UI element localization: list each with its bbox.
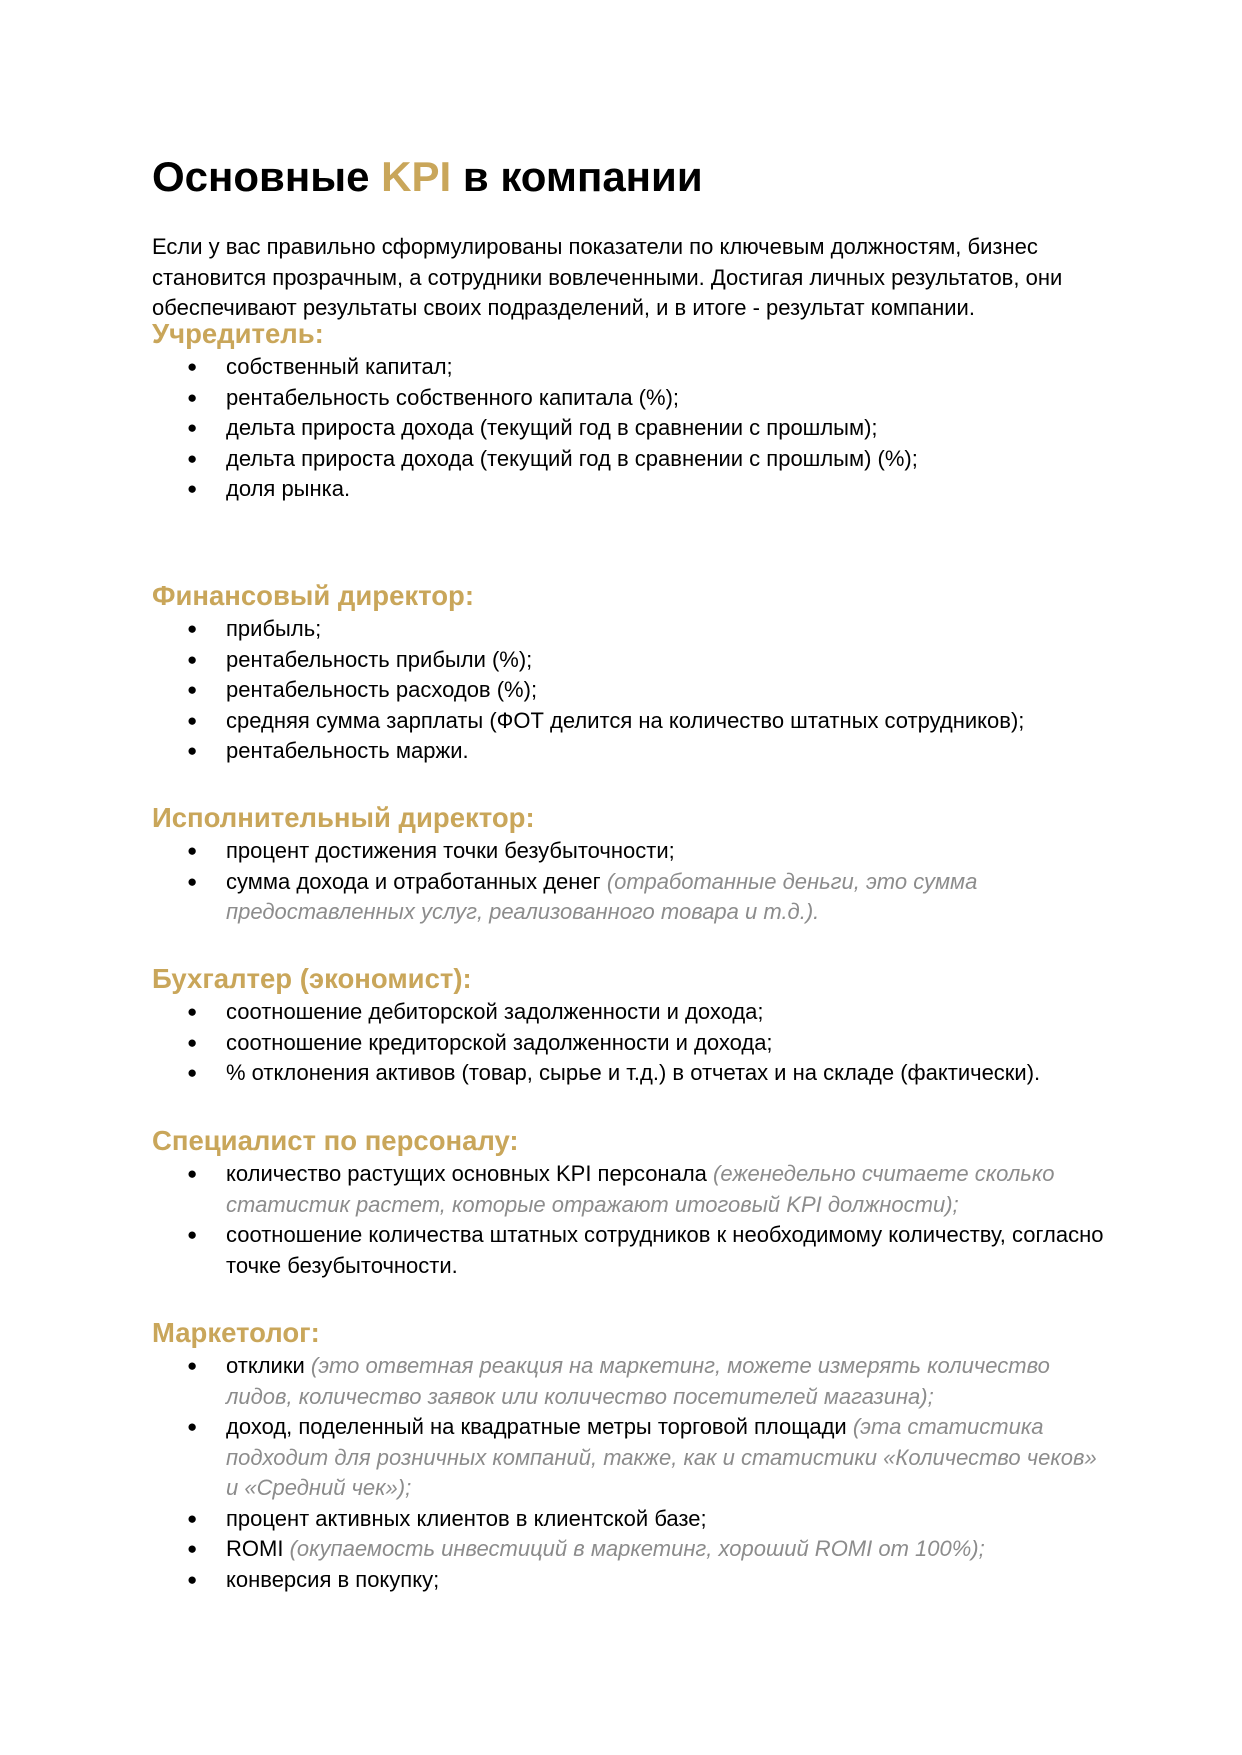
item-text: дельта прироста дохода (текущий год в сравнении с прошлым);: [226, 415, 878, 440]
section-executive-director: [152, 800, 1112, 928]
section-heading: Исполнительный директор:: [152, 802, 535, 833]
section-heading: Финансовый директор:: [152, 580, 474, 611]
item-text: % отклонения активов (товар, сырье и т.д.) в отчетах и на складе (фактически).: [226, 1060, 1041, 1085]
page-title: [152, 149, 703, 205]
bullet-icon: ●: [187, 479, 198, 498]
item-text: средняя сумма зарплаты (ФОТ делится на количество штатных сотрудников);: [226, 707, 1025, 733]
kpi-list: [152, 1351, 1112, 1595]
section-heading: Специалист по персоналу:: [152, 1125, 519, 1156]
item-text: дельта прироста дохода (текущий год в сравнении с прошлым) (%);: [226, 445, 918, 471]
bullet-icon: ●: [187, 649, 198, 669]
kpi-list: [152, 1159, 1112, 1281]
list-item: [152, 1058, 1112, 1089]
item-text: рентабельность прибыли (%);: [226, 646, 533, 672]
bullet-icon: ●: [187, 1002, 198, 1021]
item-note: (отработанные деньги, это сумма предоставленных услуг, реализованного товара и т.д.).: [226, 868, 978, 924]
item-text: собственный капитал;: [226, 354, 453, 379]
bullet-icon: ●: [187, 418, 198, 437]
section-marketer: [152, 1315, 1112, 1595]
list-item: [152, 675, 1112, 706]
item-text: соотношение дебиторской задолженности и дохода;: [226, 999, 764, 1024]
item-text: количество растущих основных KPI персонала: [226, 1161, 707, 1186]
item-text: рентабельность расходов (%);: [226, 677, 538, 702]
item-text: отклики: [226, 1353, 305, 1378]
list-item: [152, 1565, 1112, 1596]
item-text: доля рынка.: [226, 476, 351, 501]
bullet-icon: ●: [187, 1508, 198, 1528]
bullet-icon: ●: [187, 1225, 198, 1244]
list-item: [152, 736, 1112, 767]
item-text: рентабельность собственного капитала (%);: [226, 384, 680, 410]
bullet-icon: ●: [187, 1417, 198, 1436]
list-item: [152, 1220, 1112, 1281]
item-text: соотношение количества штатных сотрудников к необходимому количеству, согласно точке безубыточности.: [226, 1222, 1104, 1278]
item-text: процент достижения точки безубыточности;: [226, 838, 675, 863]
list-item: [152, 1412, 1112, 1504]
list-item: [152, 383, 1112, 414]
list-item: [152, 413, 1112, 444]
item-text: соотношение кредиторской задолженности и дохода;: [226, 1029, 773, 1055]
bullet-icon: ●: [187, 1032, 198, 1052]
bullet-icon: ●: [187, 387, 198, 407]
item-text: рентабельность маржи.: [226, 738, 469, 763]
bullet-icon: ●: [187, 1063, 198, 1082]
section-heading: Маркетолог:: [152, 1317, 320, 1348]
list-item: [152, 1504, 1112, 1535]
bullet-icon: ●: [187, 841, 198, 860]
list-item: [152, 444, 1112, 475]
section-financial-director: [152, 578, 1112, 767]
title-part-1: Основные: [152, 153, 382, 200]
list-item: [152, 867, 1112, 928]
bullet-icon: ●: [187, 1356, 198, 1375]
item-text: ROMI: [226, 1536, 284, 1561]
kpi-list: [152, 352, 1112, 505]
list-item: [152, 352, 1112, 383]
bullet-icon: ●: [187, 448, 198, 468]
list-item: [152, 474, 1112, 505]
title-accent-kpi: KPI: [381, 153, 452, 200]
bullet-icon: ●: [187, 1539, 198, 1558]
section-accountant: [152, 961, 1112, 1089]
title-part-2: в компании: [451, 153, 703, 200]
kpi-list: [152, 614, 1112, 767]
list-item: [152, 1028, 1112, 1059]
item-text: прибыль;: [226, 616, 322, 641]
list-item: [152, 645, 1112, 676]
item-text: процент активных клиентов в клиентской базе;: [226, 1505, 707, 1531]
section-heading: Учредитель:: [152, 318, 324, 349]
item-note: (это ответная реакция на маркетинг, можете измерять количество лидов, количество заявок или количество посетителей магазина);: [226, 1353, 1050, 1409]
list-item: [152, 1351, 1112, 1412]
bullet-icon: ●: [187, 619, 198, 638]
kpi-list: [152, 836, 1112, 928]
item-note: (эта статистика подходит для розничных компаний, также, как и статистики «Количество чеков» и «Средний чек»);: [226, 1414, 1097, 1500]
bullet-icon: ●: [187, 871, 198, 891]
bullet-icon: ●: [187, 710, 198, 730]
bullet-icon: ●: [187, 1164, 198, 1183]
item-text: доход, поделенный на квадратные метры торговой площади: [226, 1414, 847, 1439]
list-item: [152, 1534, 1112, 1565]
bullet-icon: ●: [187, 680, 198, 699]
bullet-icon: ●: [187, 741, 198, 760]
intro-paragraph: Если у вас правильно сформулированы показатели по ключевым должностям, бизнес становится прозрачным, а сотрудники вовлеченными. Достигая личных результатов, они обеспечивают результаты своих подразделений, и в итоге - результат компании.: [152, 234, 1063, 320]
item-note: (еженедельно считаете сколько статистик растет, которые отражают итоговый KPI должности);: [226, 1161, 1055, 1217]
section-founder: [152, 316, 1112, 505]
list-item: [152, 997, 1112, 1028]
section-hr-specialist: [152, 1123, 1112, 1281]
list-item: [152, 614, 1112, 645]
bullet-icon: ●: [187, 357, 198, 376]
list-item: [152, 1159, 1112, 1220]
item-note: (окупаемость инвестиций в маркетинг, хороший ROMI от 100%);: [289, 1536, 985, 1561]
item-text: конверсия в покупку;: [226, 1566, 440, 1592]
bullet-icon: ●: [187, 1569, 198, 1589]
item-text: сумма дохода и отработанных денег: [226, 868, 601, 894]
section-heading: Бухгалтер (экономист):: [152, 963, 472, 994]
list-item: [152, 836, 1112, 867]
list-item: [152, 706, 1112, 737]
kpi-list: [152, 997, 1112, 1089]
